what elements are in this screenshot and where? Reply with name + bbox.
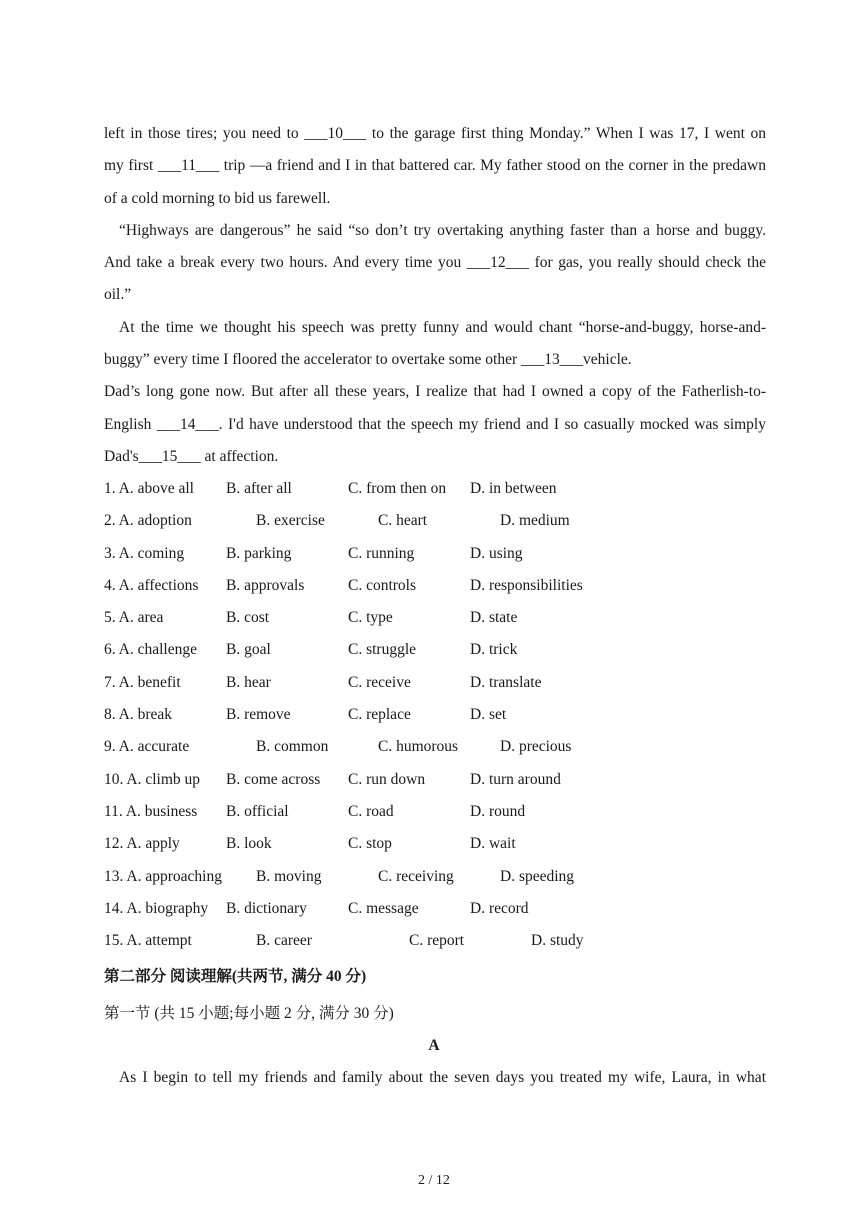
option-c: C. from then on bbox=[348, 480, 447, 497]
text-line: English ___14___. I'd have understood that the speech my friend and I so casually mocked was simply bbox=[104, 415, 766, 433]
text-line: At the time we thought his speech was pretty funny and would chant “horse-and-buggy, horse-and- bbox=[119, 318, 766, 336]
option-b: B. look bbox=[226, 835, 272, 853]
option-c: C. humorous bbox=[378, 738, 459, 756]
option-c: C. run down bbox=[348, 770, 426, 788]
section-title: 第二部分 阅读理解(共两节, 满分 40 分) bbox=[104, 968, 367, 985]
option-c: C. report bbox=[409, 932, 465, 950]
option-row-7 bbox=[104, 667, 804, 699]
option-a: 3. A. coming bbox=[104, 544, 185, 562]
option-d: D. precious bbox=[500, 738, 572, 756]
text-line: “Highways are dangerous” he said “so don’t try overtaking anything faster than a horse and buggy. bbox=[119, 221, 766, 239]
option-a: 2. A. adoption bbox=[104, 512, 192, 530]
option-c: C. message bbox=[348, 899, 419, 917]
option-b: B. exercise bbox=[256, 512, 325, 530]
option-row-15 bbox=[104, 925, 804, 957]
option-row-3 bbox=[104, 538, 804, 570]
option-c: C. receiving bbox=[378, 867, 454, 885]
option-d: D. set bbox=[470, 706, 507, 724]
option-row-2 bbox=[104, 505, 804, 537]
page-number: 2 / 12 bbox=[418, 1173, 450, 1188]
option-d: D. speeding bbox=[500, 867, 575, 885]
option-d: D. record bbox=[470, 899, 529, 917]
option-a: 8. A. break bbox=[104, 706, 173, 724]
section-subtitle: 第一节 (共 15 小题;每小题 2 分, 满分 30 分) bbox=[104, 1005, 394, 1022]
option-b: B. career bbox=[256, 932, 312, 950]
option-c: C. road bbox=[348, 802, 394, 820]
option-c: C. receive bbox=[348, 673, 411, 691]
option-a: 12. A. apply bbox=[104, 835, 180, 853]
option-b: B. dictionary bbox=[226, 899, 307, 917]
option-row-11 bbox=[104, 796, 804, 828]
option-row-9 bbox=[104, 731, 804, 763]
text-line: oil.” bbox=[104, 286, 132, 304]
text-line: left in those tires; you need to ___10___ to the garage first thing Monday.” When I was 17, I went on bbox=[104, 125, 766, 142]
option-b: B. cost bbox=[226, 609, 270, 627]
option-c: C. type bbox=[348, 609, 393, 627]
text-line: And take a break every two hours. And every time you ___12___ for gas, you really should check the bbox=[104, 254, 766, 272]
option-c: C. running bbox=[348, 544, 415, 562]
option-d: D. wait bbox=[470, 835, 516, 853]
option-row-10 bbox=[104, 764, 804, 796]
option-row-8 bbox=[104, 699, 804, 731]
option-row-1 bbox=[104, 473, 804, 505]
option-a: 5. A. area bbox=[104, 609, 164, 627]
option-a: 6. A. challenge bbox=[104, 641, 197, 659]
text-line: of a cold morning to bid us farewell. bbox=[104, 189, 331, 207]
part-label: A bbox=[428, 1037, 440, 1054]
option-b: B. parking bbox=[226, 544, 292, 562]
option-b: B. common bbox=[256, 738, 329, 756]
option-d: D. turn around bbox=[470, 770, 561, 788]
text-line: Dad's___15___ at affection. bbox=[104, 447, 279, 465]
option-b: B. come across bbox=[226, 770, 321, 788]
option-row-13 bbox=[104, 861, 804, 893]
option-d: D. using bbox=[470, 544, 523, 562]
option-b: B. after all bbox=[226, 480, 292, 497]
option-b: B. approvals bbox=[226, 576, 305, 594]
option-row-4 bbox=[104, 570, 804, 602]
paragraph-3 bbox=[104, 312, 766, 377]
option-a: 1. A. above all bbox=[104, 480, 194, 497]
option-row-5 bbox=[104, 602, 804, 634]
option-c: C. stop bbox=[348, 835, 392, 853]
paragraph-2 bbox=[104, 215, 766, 312]
option-a: 14. A. biography bbox=[104, 899, 209, 917]
part-a-intro bbox=[104, 1062, 766, 1094]
paragraph-4 bbox=[104, 376, 766, 473]
option-c: C. controls bbox=[348, 576, 417, 594]
option-a: 10. A. climb up bbox=[104, 770, 201, 788]
option-row-6 bbox=[104, 634, 804, 666]
option-d: D. responsibilities bbox=[470, 576, 583, 594]
answer-options bbox=[104, 473, 804, 957]
option-a: 13. A. approaching bbox=[104, 867, 222, 885]
option-d: D. round bbox=[470, 802, 526, 820]
option-c: C. replace bbox=[348, 706, 411, 724]
option-b: B. moving bbox=[256, 867, 322, 885]
option-d: D. translate bbox=[470, 673, 542, 691]
option-a: 11. A. business bbox=[104, 802, 198, 820]
option-b: B. hear bbox=[226, 673, 271, 691]
option-b: B. official bbox=[226, 802, 289, 820]
paragraph-1 bbox=[104, 118, 766, 215]
option-b: B. goal bbox=[226, 641, 271, 659]
option-c: C. heart bbox=[378, 512, 428, 530]
option-a: 7. A. benefit bbox=[104, 673, 181, 691]
text-line: As I begin to tell my friends and family about the seven days you treated my wife, Laura, in what bbox=[119, 1069, 766, 1086]
option-a: 9. A. accurate bbox=[104, 738, 190, 756]
option-b: B. remove bbox=[226, 706, 291, 724]
option-row-12 bbox=[104, 828, 804, 860]
option-d: D. state bbox=[470, 609, 518, 627]
text-line: my first ___11___ trip —a friend and I in that battered car. My father stood on the corner in the predawn bbox=[104, 157, 766, 175]
option-d: D. trick bbox=[470, 641, 518, 659]
text-line: Dad’s long gone now. But after all these years, I realize that had I owned a copy of the Fatherlish-to- bbox=[104, 383, 766, 401]
text-line: buggy” every time I floored the accelerator to overtake some other ___13___vehicle. bbox=[104, 351, 632, 369]
option-c: C. struggle bbox=[348, 641, 417, 659]
option-d: D. in between bbox=[470, 480, 557, 497]
option-d: D. study bbox=[531, 932, 584, 950]
option-row-14 bbox=[104, 893, 804, 925]
option-a: 15. A. attempt bbox=[104, 932, 192, 950]
option-d: D. medium bbox=[500, 512, 570, 530]
option-a: 4. A. affections bbox=[104, 576, 199, 594]
